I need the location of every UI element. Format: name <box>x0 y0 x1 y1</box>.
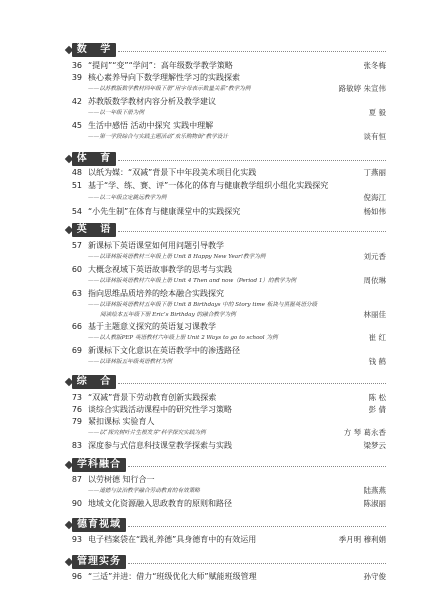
toc-subtitle: ——以人教版PEP 英语教材六年级上册 Unit 2 Ways to go to school 为例 崔 红 <box>88 333 386 342</box>
table-of-contents-page: 数 学 36 “提问”“变”“学问”：高年级数学教学策略 张冬梅 39 核心素养导向下数学理解性学习的实践探索 ——以苏教版数学教材四年级下册“用字母表示数量关系”教学为例 路敏婷 朱宣伟 42 苏教版数学教材内容分析及教学建议 ——以一年级下册为例 夏 毅 45 生活中感悟 活动中探究 实践中理解 ——第一学段综合与实践主题活动“欢乐购物街”教学设计 谈有恒 体 育 48 以纸为媒：“双减”背景下中年段美术项目化实践 丁燕丽 51 基于“学、练、赛、评”一体化的体育与健康教学组织小组化实践探究 ——以二年级立定跳远教学为例 倪海江 54 “小先生制”在体育与健康课堂中的实践探究 杨如伟 英 语 57 新课标下英语课堂如何用问题引导教学 ——以译林版英语教材三年级上册 Unit 8 Happy New Year!教学为例 刘元香 60 大概念视域下英语故事教学的思考与实践 ——以译林版英语教材六年级上册 Unit 4 Then and now（Period 1）的教学为例 周依琳 63 指向思维品质培养的绘本融合实践探究 ——以译林版英语教材五年级下册 Unit 8 Birthdays 中的 Story time 板块与黑猩英语分级 阅读绘本五年级下册 Eric’s Birthday 的融合教学为例 林丽佳 66 基于主题意义探究的英语复习课教学 ——以人教版PEP 英语教材六年级上册 Unit 2 Ways to go to school 为例 崔 红 69 新课标下文化意识在英语教学中的渗透路径 ——以译林版五年级英语教材为例 钱 鹤 综 合 73 “双减”背景下劳动教育创新实践探索 陈 松 76 谈综合实践活动课程中的研究性学习策略 彭 倩 79 紧扣课标 实验育人 ——以“探究树叶片生根发芽”科学探究实践为例 方 琴 葛永香 83 深度参与式信息科技课堂教学探索与实践 梁梦云 学科融合 87 以劳树德 知行合一 ——道德与法治教学融合劳动教育的有效策略 陆燕燕 90 地域文化资源融入思政教育的原则和路径 陈淑丽 德育视域 93 电子档案袋在“践礼养德”具身德育中的有效运用 季月明 穆利娟 管理实务 96 “三适”并进：借力“班级优化大师”赋能班级管理 孙守俊 <box>0 0 427 607</box>
toc-subtitle: ——以“探究树叶片生根发芽”科学探究实践为例 方 琴 葛永香 <box>88 428 386 437</box>
section-header-math <box>64 43 386 57</box>
section-header-moral <box>64 518 386 532</box>
divider <box>118 383 386 385</box>
section-label: 综 合 <box>76 376 116 387</box>
section-header-cross <box>64 458 386 472</box>
section-header-english <box>64 223 386 237</box>
section-label: 数 学 <box>76 44 116 55</box>
section-header-pe <box>64 152 386 166</box>
divider <box>118 51 386 53</box>
toc-subtitle: ——道德与法治教学融合劳动教育的有效策略 陆燕燕 <box>88 486 386 495</box>
toc-subtitle: ——以译林版英语教材六年级上册 Unit 4 Then and now（Period 1）的教学为例 周依琳 <box>88 276 386 285</box>
section-label: 管理实务 <box>77 556 121 567</box>
divider <box>128 466 386 468</box>
section-label: 体 育 <box>76 153 116 164</box>
divider <box>128 526 386 528</box>
section-header-comprehensive <box>64 375 386 389</box>
section-header-management <box>64 555 386 569</box>
toc-subtitle: 阅读绘本五年级下册 Eric’s Birthday 的融合教学为例 林丽佳 <box>100 310 386 319</box>
toc-subtitle: ——以译林版英语教材三年级上册 Unit 8 Happy New Year!教学为例 刘元香 <box>88 252 386 261</box>
toc-subtitle: ——第一学段综合与实践主题活动“欢乐购物街”教学设计 谈有恒 <box>88 132 386 141</box>
divider <box>128 563 386 565</box>
section-label: 英 语 <box>76 224 116 235</box>
toc-subtitle: ——以译林版五年级英语教材为例 钱 鹤 <box>88 357 386 366</box>
toc-subtitle: ——以译林版英语教材五年级下册 Unit 8 Birthdays 中的 Story time 板块与黑猩英语分级 <box>88 302 318 308</box>
toc-subtitle: ——以二年级立定跳远教学为例 倪海江 <box>88 193 386 202</box>
section-label: 学科融合 <box>77 459 121 470</box>
toc-subtitle: ——以苏教版数学教材四年级下册“用字母表示数量关系”教学为例 路敏婷 朱宣伟 <box>88 84 386 93</box>
section-label: 德育视域 <box>77 519 121 530</box>
divider <box>118 160 386 162</box>
toc-subtitle: ——以一年级下册为例 夏 毅 <box>88 108 386 117</box>
divider <box>118 231 386 233</box>
